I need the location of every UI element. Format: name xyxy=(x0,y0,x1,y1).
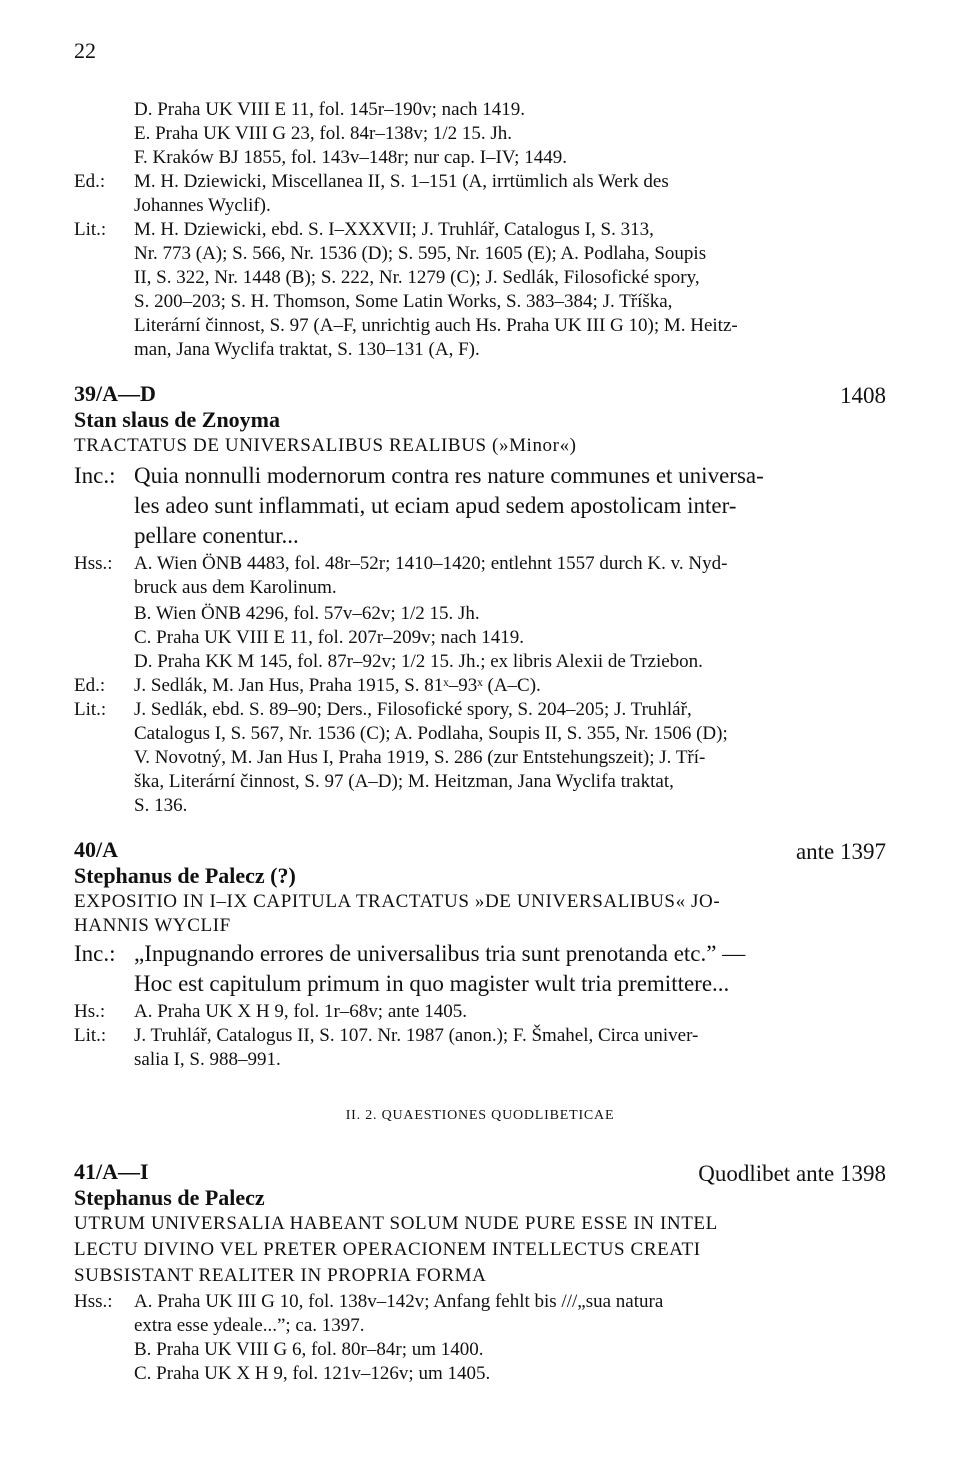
entry-author: Stephanus de Palecz xyxy=(74,1185,265,1210)
manuscript-line: B. Wien ÖNB 4296, fol. 57v–62v; 1/2 15. Jh. xyxy=(134,603,480,624)
literature-line: M. H. Dziewicki, ebd. S. I–XXXVII; J. Truhlář, Catalogus I, S. 313, xyxy=(134,219,654,240)
manuscript-line: F. Kraków BJ 1855, fol. 143v–148r; nur cap. I–IV; 1449. xyxy=(134,147,567,168)
literature-line: Catalogus I, S. 567, Nr. 1536 (C); A. Podlaha, Soupis II, S. 355, Nr. 1506 (D); xyxy=(134,723,728,744)
entry-title: HANNIS WYCLIF xyxy=(74,915,231,936)
manuscript-line: A. Wien ÖNB 4483, fol. 48r–52r; 1410–1420; entlehnt 1557 durch K. v. Nyd- xyxy=(134,553,728,574)
inc-label: Inc.: xyxy=(74,941,116,966)
manuscript-line: E. Praha UK VIII G 23, fol. 84r–138v; 1/2 15. Jh. xyxy=(134,123,513,144)
literature-line: V. Novotný, M. Jan Hus I, Praha 1919, S. 286 (zur Entstehungszeit); J. Tří- xyxy=(134,747,706,768)
entry-date: ante 1397 xyxy=(795,839,886,864)
entry-title: SUBSISTANT REALITER IN PROPRIA FORMA xyxy=(74,1265,487,1286)
manuscript-line: C. Praha UK X H 9, fol. 121v–126v; um 1405. xyxy=(134,1363,491,1384)
literature-line: Nr. 773 (A); S. 566, Nr. 1536 (D); S. 595, Nr. 1605 (E); A. Podlaha, Soupis xyxy=(134,243,707,264)
section-heading: II. 2. QUAESTIONES QUODLIBETICAE xyxy=(345,1108,615,1123)
page-number: 22 xyxy=(74,38,96,63)
incipit-line: Quia nonnulli modernorum contra res nature communes et universa- xyxy=(134,463,764,488)
hss-label: Hss.: xyxy=(74,1291,113,1312)
inc-label: Inc.: xyxy=(74,463,116,488)
entry-title: LECTU DIVINO VEL PRETER OPERACIONEM INTELLECTUS CREATI xyxy=(74,1239,701,1260)
edition-line: J. Sedlák, M. Jan Hus, Praha 1915, S. 81ˣ–93ˣ (A–C). xyxy=(134,675,541,696)
hss-label: Hss.: xyxy=(74,553,113,574)
literature-line: J. Truhlář, Catalogus II, S. 107. Nr. 1987 (anon.); F. Šmahel, Circa univer- xyxy=(134,1025,699,1046)
manuscript-line: B. Praha UK VIII G 6, fol. 80r–84r; um 1400. xyxy=(134,1339,484,1360)
incipit-line: „Inpugnando errores de universalibus tria sunt prenotanda etc.” — xyxy=(134,941,746,966)
literature-line: J. Sedlák, ebd. S. 89–90; Ders., Filosofické spory, S. 204–205; J. Truhlář, xyxy=(134,699,692,720)
manuscript-line: A. Praha UK X H 9, fol. 1r–68v; ante 1405. xyxy=(134,1001,467,1022)
entry-number: 40/A xyxy=(74,837,118,862)
literature-line: S. 136. xyxy=(134,795,188,816)
lit-label: Lit.: xyxy=(74,1025,107,1046)
incipit-line: les adeo sunt inflammati, ut eciam apud sedem apostolicam inter- xyxy=(134,493,737,518)
literature-line: salia I, S. 988–991. xyxy=(134,1049,281,1070)
literature-line: man, Jana Wyclifa traktat, S. 130–131 (A, F). xyxy=(134,339,480,360)
entry-title: TRACTATUS DE UNIVERSALIBUS REALIBUS (»Minor«) xyxy=(74,435,577,456)
entry-date: Quodlibet ante 1398 xyxy=(698,1161,886,1186)
literature-line: II, S. 322, Nr. 1448 (B); S. 222, Nr. 1279 (C); J. Sedlák, Filosofické spory, xyxy=(134,267,700,288)
edition-line: M. H. Dziewicki, Miscellanea II, S. 1–151 (A, irrtümlich als Werk des xyxy=(134,171,669,192)
manuscript-line: A. Praha UK III G 10, fol. 138v–142v; Anfang fehlt bis ///„sua natura xyxy=(134,1291,664,1312)
lit-label: Lit.: xyxy=(74,219,107,240)
ed-label: Ed.: xyxy=(74,675,106,696)
entry-title: EXPOSITIO IN I–IX CAPITULA TRACTATUS »DE UNIVERSALIBUS« JO- xyxy=(74,891,721,912)
edition-line: Johannes Wyclif). xyxy=(134,195,271,216)
entry-date: 1408 xyxy=(840,383,886,408)
manuscript-line: D. Praha UK VIII E 11, fol. 145r–190v; nach 1419. xyxy=(134,99,526,120)
manuscript-line: extra esse ydeale...”; ca. 1397. xyxy=(134,1315,365,1336)
incipit-line: Hoc est capitulum primum in quo magister wult tria premittere... xyxy=(134,971,730,996)
entry-author: Stan slaus de Znoyma xyxy=(74,407,281,432)
entry-number: 39/A—D xyxy=(74,381,156,406)
entry-title: UTRUM UNIVERSALIA HABEANT SOLUM NUDE PURE ESSE IN INTEL xyxy=(74,1213,718,1234)
hs-label: Hs.: xyxy=(74,1001,106,1022)
literature-line: S. 200–203; S. H. Thomson, Some Latin Works, S. 383–384; J. Tříška, xyxy=(134,291,673,312)
entry-author: Stephanus de Palecz (?) xyxy=(74,863,296,888)
incipit-line: pellare conentur... xyxy=(134,523,299,548)
literature-line: ška, Literární činnost, S. 97 (A–D); M. Heitzman, Jana Wyclifa traktat, xyxy=(134,771,674,792)
literature-line: Literární činnost, S. 97 (A–F, unrichtig auch Hs. Praha UK III G 10); M. Heitz- xyxy=(134,315,738,336)
manuscript-line: C. Praha UK VIII E 11, fol. 207r–209v; nach 1419. xyxy=(134,627,524,648)
manuscript-line: bruck aus dem Karolinum. xyxy=(134,577,337,598)
entry-number: 41/A—I xyxy=(74,1159,149,1184)
ed-label: Ed.: xyxy=(74,171,106,192)
manuscript-line: D. Praha KK M 145, fol. 87r–92v; 1/2 15. Jh.; ex libris Alexii de Trziebon. xyxy=(134,651,703,672)
lit-label: Lit.: xyxy=(74,699,107,720)
